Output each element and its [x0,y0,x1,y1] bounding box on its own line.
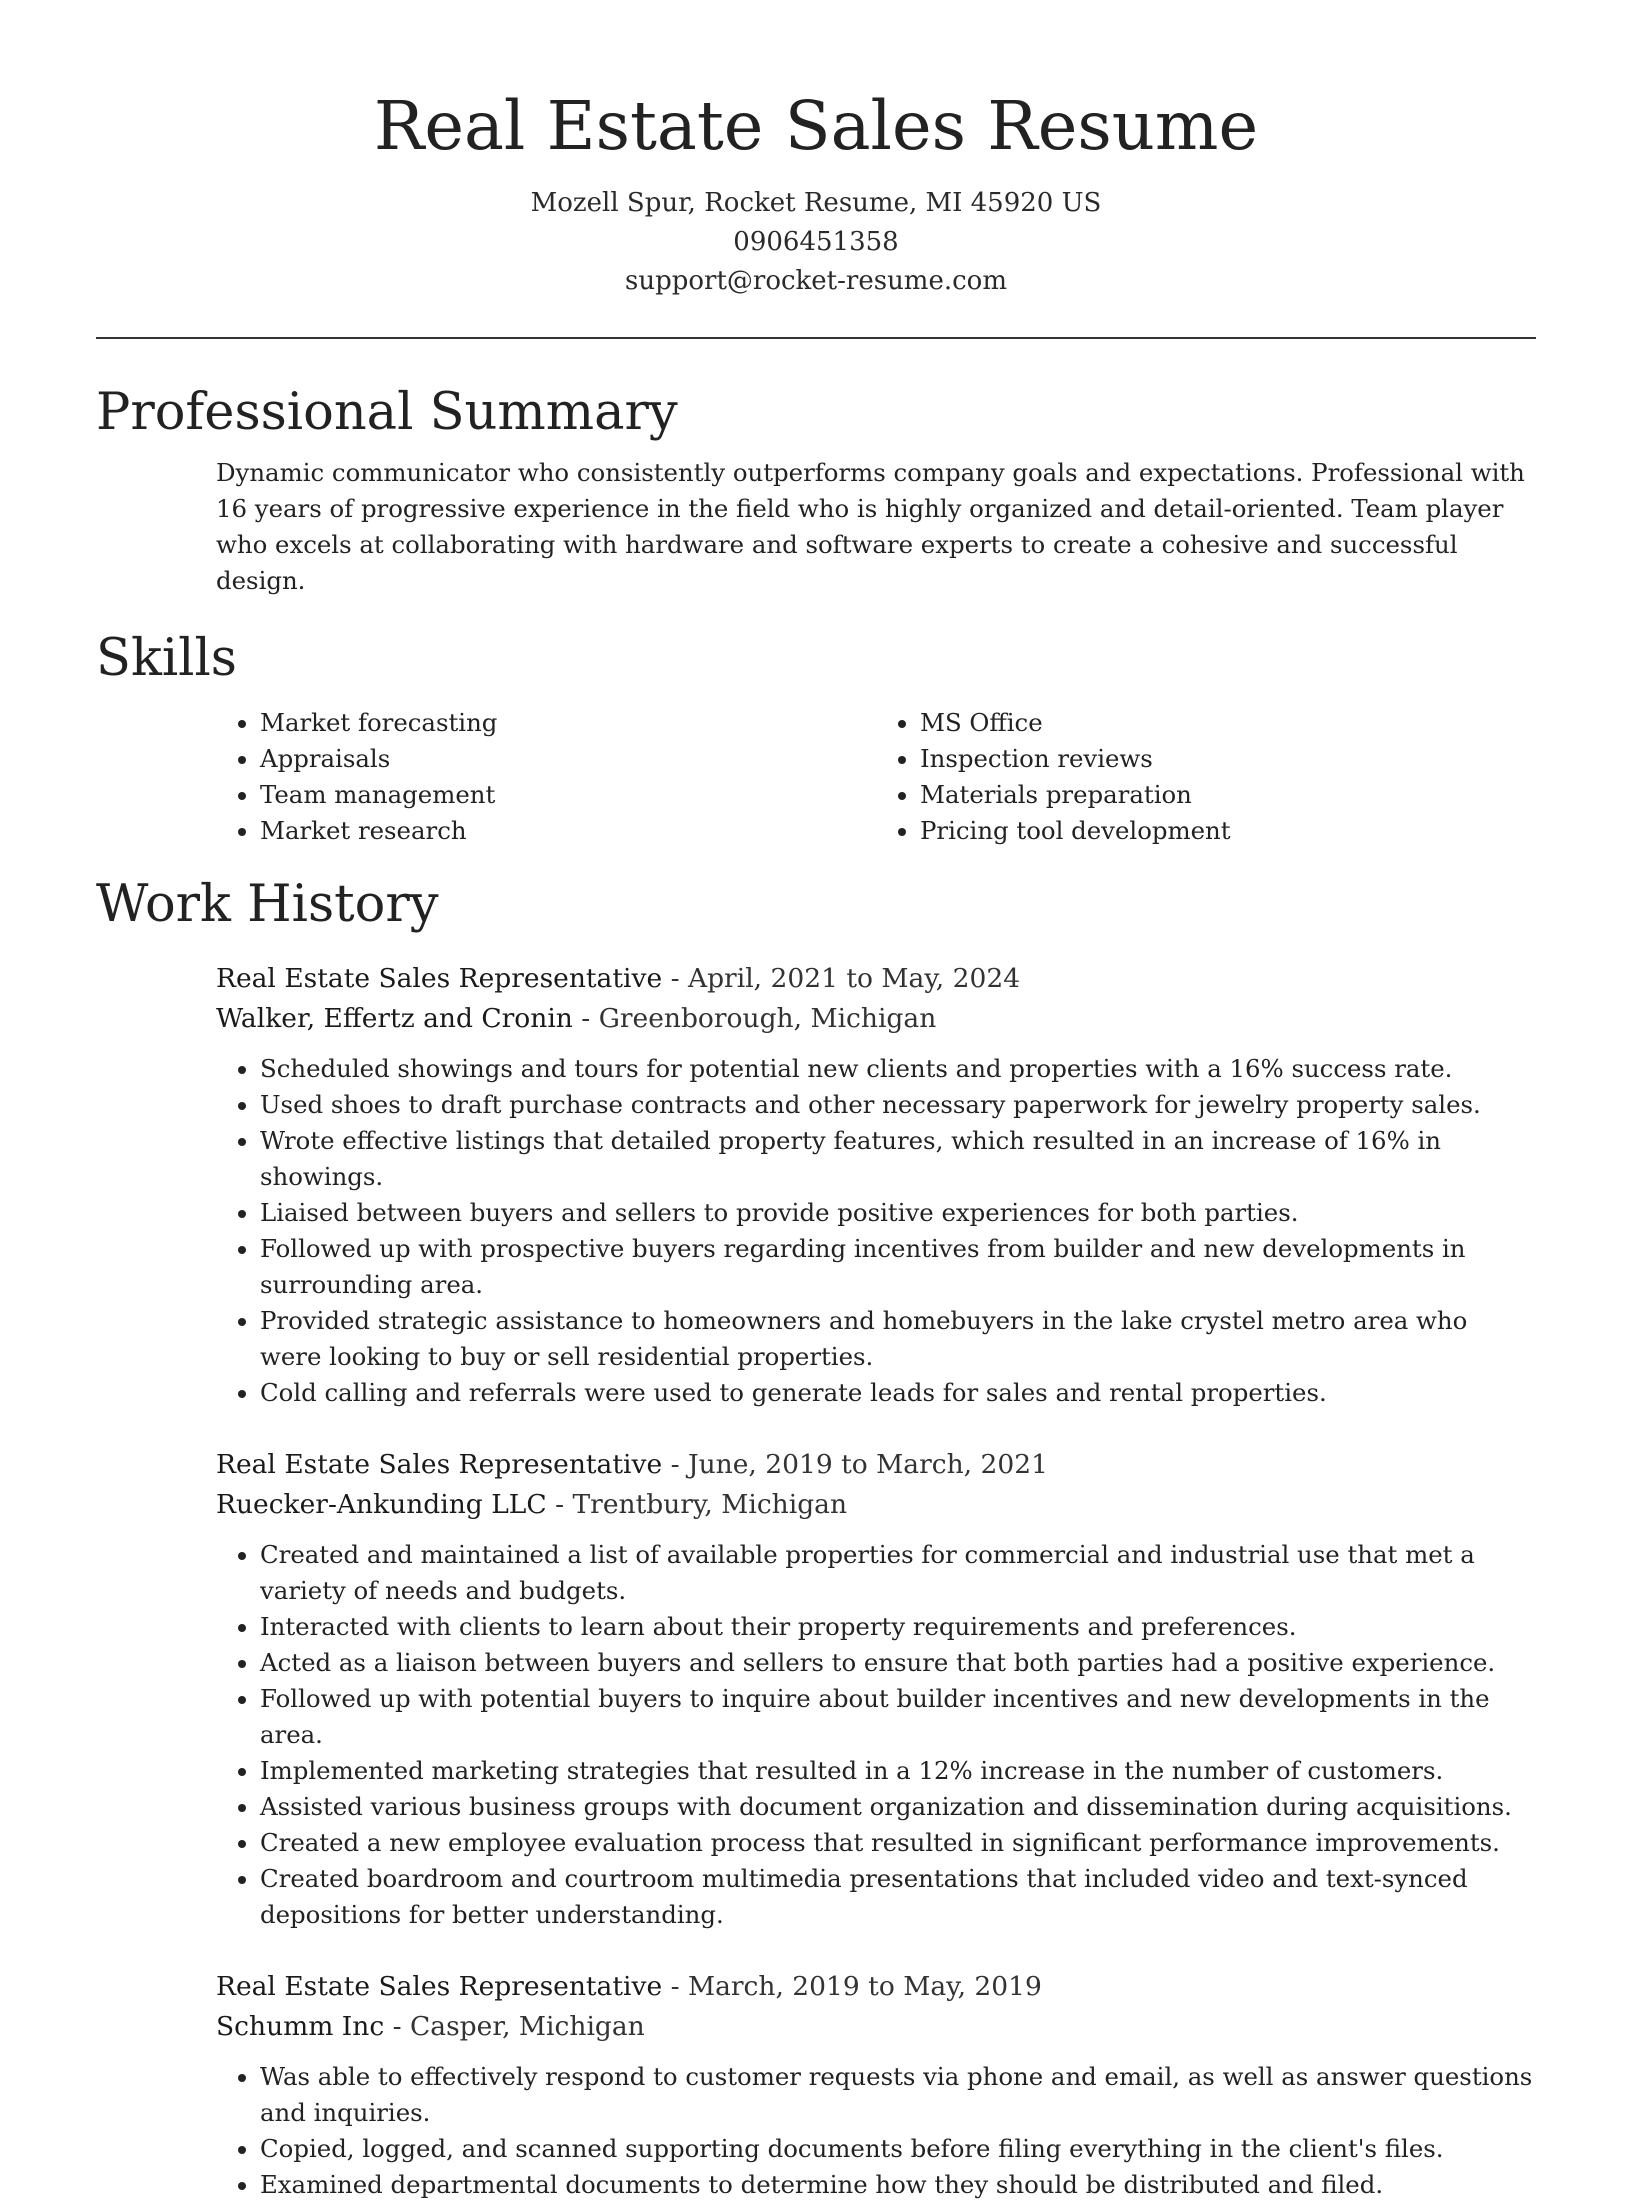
job-entry [216,1445,1536,1933]
skills-heading: Skills [96,629,237,688]
job-bullet: • Wrote effective listings that detailed property features, which resulted in an increase of 16% in showings. [260,1123,1536,1195]
contact-email: support@rocket-resume.com [624,266,1007,296]
job-company-line: Ruecker-Ankunding LLC - Trentbury, Michigan [216,1489,848,1520]
work-history-heading: Work History [96,875,439,934]
contact-phone: 0906451358 [733,227,899,257]
skill-item: • Pricing tool development [920,813,1536,849]
job-entry [216,959,1536,1411]
skill-item: • Market forecasting [260,705,876,741]
summary-text: Dynamic communicator who consistently outperforms company goals and expectations. Professional with 16 years of progressive experience in the field who is highly organized and detail-oriented. Team player who excels at collaborating with hardware and software experts to create a cohesive and successful design. [216,458,1525,595]
job-bullet: • Copied, logged, and scanned supporting documents before filing everything in the client's files. [260,2131,1536,2167]
job-bullet: • Cold calling and referrals were used to generate leads for sales and rental properties. [260,1375,1536,1411]
job-bullet: • Followed up with potential buyers to inquire about builder incentives and new developments in the area. [260,1681,1536,1753]
skill-item: • Materials preparation [920,777,1536,813]
job-bullet: • Was able to effectively respond to customer requests via phone and email, as well as answer questions and inquiries. [260,2059,1536,2131]
job-bullet: • Examined departmental documents to determine how they should be distributed and filed. [260,2167,1536,2203]
job-bullets [216,1537,1536,1933]
job-bullet: • Provided strategic assistance to homeowners and homebuyers in the lake crystel metro area who were looking to buy or sell residential properties. [260,1303,1536,1375]
job-dates: March, 2019 to May, 2019 [687,1971,1042,2002]
job-company-line: Walker, Effertz and Cronin - Greenborough, Michigan [216,1003,937,1034]
job-location: Greenborough, Michigan [598,1003,937,1034]
skills-grid [216,705,1536,849]
skill-item: • Appraisals [260,741,876,777]
job-bullet: • Implemented marketing strategies that resulted in a 12% increase in the number of customers. [260,1753,1536,1789]
job-entry [216,1967,1536,2203]
job-bullet: • Followed up with prospective buyers regarding incentives from builder and new developments in surrounding area. [260,1231,1536,1303]
skill-item: • MS Office [920,705,1536,741]
resume-header [0,0,1632,301]
contact-block [0,184,1632,301]
job-bullet: • Assisted various business groups with document organization and dissemination during acquisitions. [260,1789,1536,1825]
job-role: Real Estate Sales Representative [216,1449,663,1480]
job-company: Walker, Effertz and Cronin [216,1003,573,1034]
resume-title: Real Estate Sales Resume [373,87,1259,165]
job-bullet: • Interacted with clients to learn about their property requirements and preferences. [260,1609,1536,1645]
contact-address: Mozell Spur, Rocket Resume, MI 45920 US [530,188,1102,218]
work-history-list [216,959,1536,2203]
job-title-line: Real Estate Sales Representative - March, 2019 to May, 2019 [216,1971,1042,2002]
job-bullet: • Created and maintained a list of available properties for commercial and industrial use that met a variety of needs and budgets. [260,1537,1536,1609]
job-dates: June, 2019 to March, 2021 [687,1449,1048,1480]
job-role: Real Estate Sales Representative [216,1971,663,2002]
skill-item: • Team management [260,777,876,813]
skill-item: • Market research [260,813,876,849]
job-company: Ruecker-Ankunding LLC [216,1489,547,1520]
job-bullets [216,1051,1536,1411]
summary-heading: Professional Summary [96,383,678,442]
job-role: Real Estate Sales Representative [216,963,663,994]
job-bullet: • Used shoes to draft purchase contracts and other necessary paperwork for jewelry property sales. [260,1087,1536,1123]
job-location: Casper, Michigan [410,2011,645,2042]
job-company-line: Schumm Inc - Casper, Michigan [216,2011,645,2042]
job-bullet: • Created a new employee evaluation process that resulted in significant performance improvements. [260,1825,1536,1861]
job-bullet: • Acted as a liaison between buyers and sellers to ensure that both parties had a positive experience. [260,1645,1536,1681]
job-title-line: Real Estate Sales Representative - April, 2021 to May, 2024 [216,963,1021,994]
job-bullet: • Scheduled showings and tours for potential new clients and properties with a 16% success rate. [260,1051,1536,1087]
job-dates: April, 2021 to May, 2024 [687,963,1021,994]
skills-column-right [876,705,1536,849]
job-location: Trentbury, Michigan [572,1489,848,1520]
job-company: Schumm Inc [216,2011,385,2042]
job-bullet: • Created boardroom and courtroom multimedia presentations that included video and text-synced depositions for better understanding. [260,1861,1536,1933]
job-title-line: Real Estate Sales Representative - June, 2019 to March, 2021 [216,1449,1048,1480]
job-bullets [216,2059,1536,2203]
skills-column-left [216,705,876,849]
header-divider [96,337,1536,339]
skill-item: • Inspection reviews [920,741,1536,777]
job-bullet: • Liaised between buyers and sellers to provide positive experiences for both parties. [260,1195,1536,1231]
